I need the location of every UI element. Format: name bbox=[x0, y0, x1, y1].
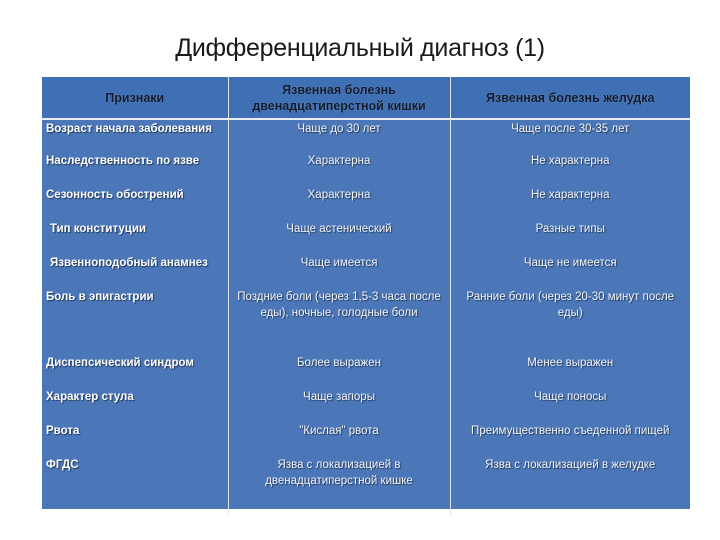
header-duodenal-ulcer: Язвенная болезнь двенадцатиперстной кишки bbox=[228, 77, 450, 119]
table-row bbox=[42, 187, 690, 221]
row-duodenal-value: "Кислая" рвота bbox=[228, 423, 450, 457]
table-row bbox=[42, 255, 690, 289]
table-row bbox=[42, 355, 690, 389]
row-duodenal-value: Чаще имеется bbox=[228, 255, 450, 289]
table-row bbox=[42, 389, 690, 423]
row-gastric-value: Чаще не имеется bbox=[450, 255, 690, 289]
row-gastric-value: Не характерна bbox=[450, 153, 690, 187]
row-sign: Язвенноподобный анамнез bbox=[50, 257, 208, 269]
row-duodenal-value: Язва с локализацией в двенадцатиперстной кишке bbox=[228, 457, 450, 515]
table-row bbox=[42, 423, 690, 457]
table-row bbox=[42, 289, 690, 355]
header-signs: Признаки bbox=[42, 77, 228, 119]
row-sign: Рвота bbox=[46, 425, 80, 437]
row-gastric-value: Не характерна bbox=[450, 187, 690, 221]
row-gastric-value: Чаще после 30-35 лет bbox=[450, 119, 690, 153]
row-sign: Тип конституции bbox=[50, 223, 146, 235]
row-duodenal-value: Более выражен bbox=[228, 355, 450, 389]
row-sign: Боль в эпигастрии bbox=[46, 291, 154, 303]
row-duodenal-value: Характерна bbox=[228, 187, 450, 221]
row-duodenal-value: Чаще запоры bbox=[228, 389, 450, 423]
row-duodenal-value: Чаще до 30 лет bbox=[228, 119, 450, 153]
slide-title: Дифференциальный диагноз (1) bbox=[175, 34, 545, 62]
row-duodenal-value: Поздние боли (через 1,5-3 часа после еды), ночные, голодные боли bbox=[228, 289, 450, 355]
row-duodenal-value: Чаще астенический bbox=[228, 221, 450, 255]
row-duodenal-value: Характерна bbox=[228, 153, 450, 187]
table-row bbox=[42, 153, 690, 187]
diagnosis-table-container bbox=[42, 77, 690, 509]
row-gastric-value: Менее выражен bbox=[450, 355, 690, 389]
row-sign: Возраст начала заболевания bbox=[46, 123, 212, 135]
row-sign: Диспепсический синдром bbox=[46, 357, 194, 369]
row-gastric-value: Чаще поносы bbox=[450, 389, 690, 423]
header-gastric-ulcer: Язвенная болезнь желудка bbox=[450, 77, 690, 119]
row-sign: Наследственность по язве bbox=[46, 155, 200, 167]
row-gastric-value: Разные типы bbox=[450, 221, 690, 255]
row-sign: Сезонность обострений bbox=[46, 189, 184, 201]
table-header-row bbox=[42, 77, 690, 119]
row-gastric-value: Язва с локализацией в желудке bbox=[450, 457, 690, 515]
row-sign: Характер стула bbox=[46, 391, 134, 403]
table-row bbox=[42, 119, 690, 153]
row-gastric-value: Ранние боли (через 20-30 минут после еды) bbox=[450, 289, 690, 355]
row-gastric-value: Преимущественно съеденной пищей bbox=[450, 423, 690, 457]
row-sign: ФГДС bbox=[46, 459, 79, 471]
diagnosis-table bbox=[42, 77, 690, 515]
table-row bbox=[42, 457, 690, 515]
table-row bbox=[42, 221, 690, 255]
